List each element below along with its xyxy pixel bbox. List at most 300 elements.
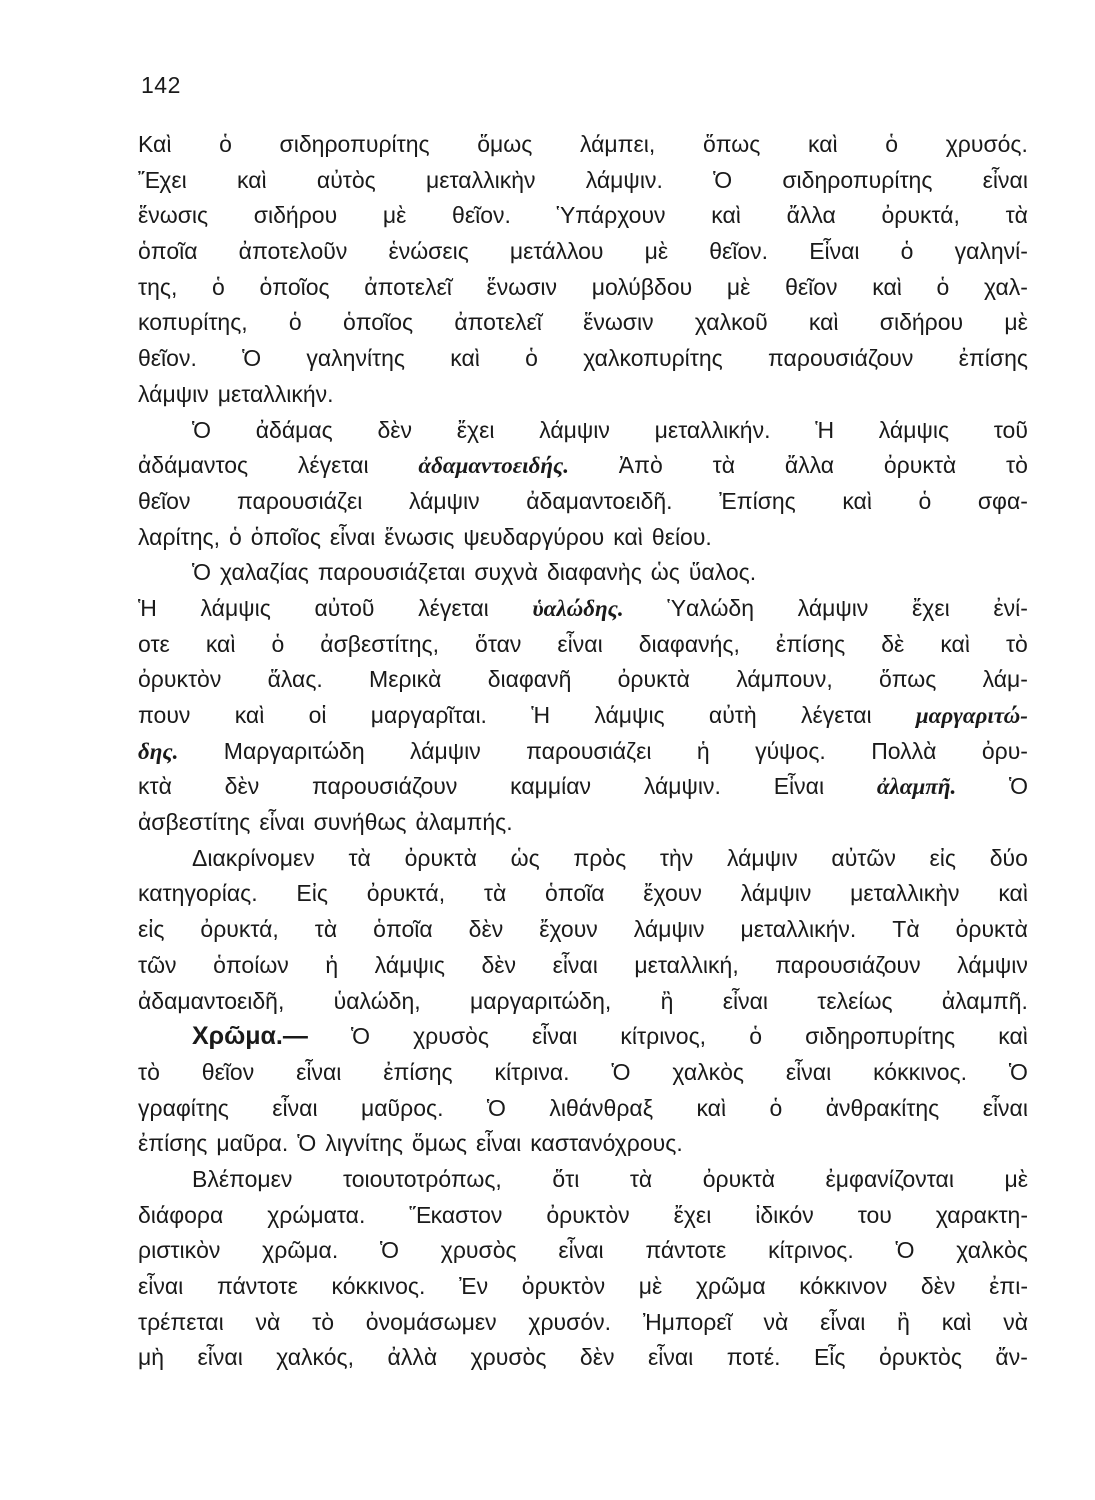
- word: μετάλλου: [509, 238, 604, 265]
- word: παρουσιάζει: [237, 487, 363, 514]
- text-line: [138, 377, 1028, 413]
- word: Ὑπάρχουν: [556, 202, 666, 229]
- word: ὁ: [212, 273, 225, 300]
- word: Ὁ: [192, 416, 212, 443]
- word: λάμψιν: [633, 916, 705, 943]
- word: κίτρινος.: [768, 1237, 854, 1264]
- word: ὀρυκτὸς: [878, 1344, 962, 1371]
- text-line: [138, 984, 1028, 1020]
- text-line: [138, 305, 1028, 341]
- word: εἶναι: [197, 1344, 243, 1371]
- body-text: [138, 127, 1028, 1376]
- word: τὰ: [483, 880, 507, 907]
- word: αὐτοῦ: [314, 594, 375, 621]
- word: εἶναι: [820, 1308, 866, 1335]
- word: ὁ: [271, 630, 285, 657]
- text-line: [138, 198, 1028, 234]
- word: μὲ: [644, 238, 669, 265]
- word: ὀρυκτὰ: [702, 1165, 776, 1192]
- word: εἶναι: [557, 630, 603, 657]
- word: λάμψις: [200, 594, 271, 621]
- word: νὰ: [1003, 1308, 1028, 1335]
- word: καμμίαν: [510, 773, 592, 800]
- word: μαῦρα.: [216, 1130, 289, 1157]
- word: τὰ: [348, 844, 371, 871]
- word: ψευδαργύρου: [463, 523, 605, 550]
- word: κόκκινον: [799, 1273, 888, 1299]
- word: ὑαλώδης.: [532, 595, 624, 621]
- word: διαφανής,: [638, 630, 740, 657]
- word: κόκκινος.: [873, 1058, 967, 1085]
- text-line: [138, 127, 1028, 163]
- word: δὲ: [881, 630, 905, 657]
- word: νὰ: [763, 1308, 789, 1335]
- word: ὀρυκτὰ: [617, 666, 690, 693]
- word: αὐτῶν: [831, 844, 896, 871]
- word: Ἡ: [138, 594, 157, 621]
- word: μὲ: [382, 202, 407, 229]
- word: εἶναι: [982, 1094, 1028, 1121]
- word: σιδηροπυρίτης: [805, 1023, 956, 1050]
- word: εἶναι: [558, 1237, 604, 1264]
- word: θείου.: [651, 523, 712, 550]
- word: ὁ: [885, 131, 899, 157]
- word: ὀνομάσωμεν: [365, 1308, 497, 1335]
- word: ὁποῖα: [373, 916, 433, 943]
- word: ἀδάμαντος: [138, 452, 249, 479]
- word: ὁ: [525, 345, 538, 372]
- word: λάμπει,: [579, 131, 656, 157]
- word: ἀλαμπῆ.: [876, 774, 957, 800]
- text-line: [138, 948, 1028, 984]
- word: ὡς: [650, 559, 680, 586]
- word: ἕνωσιν: [583, 309, 654, 336]
- word: Διακρίνομεν: [192, 844, 315, 871]
- text-line: [138, 662, 1028, 698]
- word: Ὁ: [611, 1058, 631, 1085]
- word: ἐπίσης: [775, 630, 846, 657]
- word: γαληνίτης: [306, 345, 406, 372]
- word: μεταλλικήν.: [654, 416, 771, 443]
- word: ἡ: [696, 737, 710, 764]
- word: συχνὰ: [474, 559, 538, 586]
- word: τὰ: [1005, 202, 1028, 229]
- word: Πολλὰ: [871, 737, 937, 764]
- word: ποτέ.: [726, 1344, 781, 1371]
- word: τὰ: [314, 916, 338, 943]
- word: ἐνί-: [993, 594, 1028, 621]
- word: ὁ: [219, 131, 232, 157]
- word: λιγνίτης: [325, 1130, 403, 1157]
- word: μὲ: [1004, 1165, 1028, 1192]
- word: δὲν: [468, 916, 504, 943]
- word: ἀσβεστίτης,: [320, 630, 440, 657]
- word: μὲ: [638, 1273, 663, 1299]
- text-line: [138, 413, 1028, 449]
- word: λάμψιν: [740, 880, 812, 907]
- word: ὀρυκτὰ: [404, 844, 477, 871]
- word: Βλέπομεν: [192, 1165, 293, 1192]
- word: κτὰ: [138, 773, 172, 800]
- word: ἀποτελοῦν: [238, 238, 348, 265]
- word: ἔχουν: [539, 916, 598, 943]
- word: αὐτὸς: [316, 166, 376, 193]
- word: τελείως: [817, 987, 893, 1014]
- word: Εἷς: [813, 1344, 846, 1371]
- word: ἀλαμπῆ.: [941, 987, 1028, 1014]
- word: του: [857, 1201, 892, 1228]
- word: Εἰς: [296, 880, 328, 907]
- word: ὁ: [749, 1023, 762, 1050]
- word: δὲν: [481, 951, 517, 978]
- word: ἕνωσις: [138, 202, 209, 229]
- word: τοιουτοτρόπως,: [342, 1165, 502, 1192]
- word: Ἡ: [531, 702, 551, 728]
- word: ὁποῖος: [250, 523, 321, 550]
- word: καὶ: [941, 1308, 972, 1335]
- word: εἰς: [929, 844, 956, 871]
- word: πάντοτε: [645, 1237, 727, 1264]
- word: λέγεται: [418, 594, 489, 621]
- word: τὸ: [312, 1308, 334, 1335]
- word: ὀρυκτὸν: [546, 1201, 630, 1228]
- word: μὴ: [138, 1344, 165, 1371]
- word: χαλκὸς: [672, 1058, 745, 1085]
- word: ὁ: [900, 238, 914, 265]
- word: χρῶμα.: [262, 1237, 339, 1264]
- text-line: [138, 805, 1028, 841]
- word: ἐπίσης: [958, 345, 1028, 372]
- word: Μαργαριτώδη: [223, 737, 365, 764]
- word: καστανόχρους.: [530, 1130, 683, 1157]
- word: ἀνθρακίτης: [825, 1094, 940, 1121]
- word: Ὁ: [242, 345, 262, 372]
- text-line: [138, 769, 1028, 805]
- word: Ἡ: [815, 416, 835, 443]
- word: ἄλλα: [786, 202, 836, 229]
- word: ὕαλος.: [688, 559, 757, 586]
- word: διαφανῆ: [487, 666, 572, 693]
- word: ὡς: [510, 844, 540, 871]
- word: ὀρυκτὰ: [955, 916, 1028, 943]
- word: ὁ: [918, 487, 932, 514]
- word: λάμψιν.: [585, 166, 663, 193]
- word: τοῦ: [993, 416, 1028, 443]
- word: χαλκοῦ: [694, 309, 768, 336]
- word: δὲν: [579, 1344, 615, 1371]
- word: μεταλλικήν.: [217, 380, 334, 407]
- word: κόκκινος.: [331, 1273, 426, 1299]
- word: μὲ: [726, 273, 751, 300]
- word: λάμψιν: [410, 737, 481, 764]
- word: ἐπίσης: [383, 1058, 453, 1085]
- word: καὶ: [807, 131, 838, 157]
- word: ὁ: [229, 523, 242, 550]
- word: λάμψιν.: [643, 773, 721, 800]
- word: πρὸς: [573, 844, 627, 871]
- text-line: [138, 1305, 1028, 1341]
- word: θεῖον: [138, 487, 191, 514]
- word: εἶναι: [138, 1273, 184, 1299]
- word: ἕνωσις: [384, 523, 455, 550]
- word: τὸ: [138, 1058, 160, 1085]
- word: ὀρυ-: [981, 737, 1028, 764]
- word: ὀρυκτά,: [200, 916, 279, 943]
- word: μαργαριτώ-: [915, 703, 1028, 728]
- word: αὐτὴ: [708, 702, 757, 728]
- word: χαλκός,: [276, 1344, 355, 1371]
- word: εἶναι: [722, 987, 768, 1014]
- text-line: [138, 1091, 1028, 1127]
- word: καὶ: [450, 345, 480, 372]
- word: καὶ: [872, 273, 902, 300]
- word: παρουσιάζουν: [775, 951, 921, 978]
- word: χρυσὸς: [470, 1344, 547, 1371]
- text-line: [138, 555, 1028, 591]
- word: λαρίτης,: [138, 523, 220, 550]
- word: Εἶναι: [809, 238, 860, 265]
- text-line: [138, 1162, 1028, 1198]
- word: ἀδαμαντοειδής.: [418, 453, 569, 479]
- word: ὅμως: [477, 131, 533, 157]
- word: ἔχει: [673, 1201, 712, 1228]
- word: Ἔχει: [138, 166, 187, 193]
- word: διαφανὴς: [546, 559, 642, 586]
- word: λάμ-: [982, 666, 1028, 693]
- word: ἔχει: [456, 416, 495, 443]
- text-line: [138, 627, 1028, 663]
- word: καὶ: [237, 166, 267, 193]
- word: ὀρυκτὸν: [521, 1273, 606, 1299]
- word: χρυσός.: [945, 131, 1028, 157]
- word: χαλαζίας: [220, 559, 309, 586]
- text-line: [138, 876, 1028, 912]
- word: Ὁ: [895, 1237, 915, 1264]
- word: ἐπι-: [989, 1273, 1028, 1299]
- word: κίτρινα.: [494, 1058, 570, 1085]
- text-line: [138, 734, 1028, 770]
- word: Χρῶμα.—: [192, 1022, 308, 1051]
- word: λάμψις: [594, 702, 665, 728]
- word: εἶναι: [259, 809, 305, 836]
- word: εἶναι: [329, 523, 376, 550]
- word: θεῖον.: [138, 345, 197, 372]
- word: εἶναι: [296, 1058, 342, 1085]
- word: γραφίτης: [138, 1094, 229, 1121]
- word: σιδηροπυρίτης: [279, 131, 430, 157]
- text-line: [138, 912, 1028, 948]
- word: διάφορα: [138, 1201, 224, 1228]
- word: λάμψις: [374, 951, 445, 978]
- text-line: [138, 484, 1028, 520]
- word: τὴν: [659, 844, 694, 871]
- word: γύψος.: [755, 737, 826, 764]
- word: ἀδαμαντοειδῆ.: [526, 487, 673, 514]
- word: δὲν: [920, 1273, 956, 1299]
- word: παρουσιάζουν: [311, 773, 458, 800]
- word: καὶ: [234, 702, 265, 728]
- word: παρουσιάζει: [526, 737, 652, 764]
- word: μεταλλικὴν: [850, 880, 960, 907]
- text-line: [138, 520, 1028, 556]
- text-line: [138, 234, 1028, 270]
- word: λέγεται: [297, 452, 369, 479]
- word: λάμψιν: [539, 416, 610, 443]
- word: μὲ: [1004, 309, 1028, 336]
- word: χαρακτη-: [935, 1201, 1028, 1228]
- word: σιδηροπυρίτης: [782, 166, 933, 193]
- word: παρουσιάζεται: [317, 559, 466, 586]
- text-line: [138, 341, 1028, 377]
- word: καὶ: [940, 630, 970, 657]
- word: εἶναι: [647, 1344, 694, 1371]
- word: δὲν: [224, 773, 260, 800]
- word: ὀρυκτὸν: [138, 666, 222, 693]
- word: ὑαλώδη,: [333, 987, 421, 1014]
- word: ἀδάμας: [255, 416, 333, 443]
- text-line: [138, 163, 1028, 199]
- word: ὁ: [288, 309, 302, 336]
- word: καὶ: [696, 1094, 727, 1121]
- word: μεταλλικήν.: [740, 916, 857, 943]
- word: Εἶναι: [773, 773, 825, 800]
- word: μολύβδου: [591, 273, 693, 300]
- word: θεῖον.: [452, 202, 511, 229]
- word: ὁποῖος: [259, 273, 330, 300]
- word: χαλκὸς: [956, 1237, 1028, 1264]
- word: εἶναι: [982, 166, 1028, 193]
- text-line: [138, 1126, 1028, 1162]
- word: Μερικὰ: [369, 666, 442, 693]
- word: ἐμφανίζονται: [825, 1165, 954, 1192]
- word: ἄλλα: [784, 452, 835, 479]
- word: λέγεται: [800, 702, 872, 728]
- word: Ἐπίσης: [719, 487, 796, 514]
- word: μαῦρος.: [361, 1094, 444, 1121]
- word: ὅπως: [878, 666, 937, 693]
- word: Ὁ: [297, 1130, 317, 1157]
- word: ὅταν: [475, 630, 522, 657]
- text-line: [138, 1055, 1028, 1091]
- word: θεῖον.: [709, 238, 769, 265]
- word: χρυσὸς: [413, 1023, 489, 1050]
- word: ἄν-: [995, 1344, 1028, 1371]
- word: τὸ: [1006, 452, 1028, 479]
- word: πουν: [138, 702, 191, 728]
- word: Καὶ: [138, 131, 172, 157]
- text-line: [138, 591, 1028, 627]
- word: λάμψιν: [726, 844, 798, 871]
- word: τὰ: [712, 452, 736, 479]
- text-line: [138, 841, 1028, 877]
- word: Ἀπὸ: [618, 452, 663, 479]
- text-line: [138, 1340, 1028, 1376]
- word: χρυσὸς: [440, 1237, 517, 1264]
- word: ἔχει: [912, 594, 950, 621]
- word: τρέπεται: [138, 1308, 224, 1335]
- word: ἔχουν: [643, 880, 702, 907]
- word: ἀλαμπής.: [415, 809, 513, 836]
- word: παρουσιάζουν: [768, 345, 914, 372]
- word: νὰ: [255, 1308, 281, 1335]
- word: ὅτι: [552, 1165, 580, 1192]
- word: συνήθως: [313, 809, 407, 836]
- word: ὁποῖος: [342, 309, 414, 336]
- word: οτε: [138, 630, 170, 657]
- word: ὁποίων: [213, 951, 289, 978]
- word: Ὑαλώδη: [667, 594, 755, 621]
- word: Ὁ: [379, 1237, 399, 1264]
- word: δης.: [138, 738, 179, 764]
- word: χρῶμα: [695, 1273, 766, 1299]
- word: λάμψιν: [797, 594, 869, 621]
- word: σφα-: [977, 487, 1028, 514]
- word: σιδήρου: [253, 202, 338, 229]
- word: χαλ-: [984, 273, 1028, 300]
- word: λιθάνθραξ: [549, 1094, 654, 1121]
- word: λάμπουν,: [736, 666, 833, 693]
- word: εἶναι: [785, 1058, 832, 1085]
- word: Ὁ: [1008, 1058, 1028, 1085]
- word: Ἐν: [459, 1273, 489, 1299]
- text-line: [138, 1198, 1028, 1234]
- word: μεταλλική,: [634, 951, 739, 978]
- word: λάμψιν: [408, 487, 480, 514]
- word: εἰς: [138, 916, 165, 943]
- page-number: 142: [141, 72, 181, 98]
- word: ὁποῖα: [138, 238, 198, 265]
- word: χρώματα.: [267, 1201, 366, 1228]
- word: καὶ: [711, 202, 741, 229]
- word: πάντοτε: [216, 1273, 298, 1299]
- word: ὀρυκτὰ: [883, 452, 957, 479]
- word: μαργαριτώδη,: [469, 987, 612, 1014]
- word: ὁ: [769, 1094, 783, 1121]
- word: κοπυρίτης,: [138, 309, 248, 336]
- word: ἢ: [660, 987, 674, 1014]
- word: Ὁ: [713, 166, 733, 193]
- word: Ὁ: [1008, 773, 1028, 800]
- word: κίτρινος,: [620, 1023, 707, 1050]
- word: εἶναι: [272, 1094, 318, 1121]
- word: ὀρυκτά,: [366, 880, 446, 907]
- word: δὲν: [377, 416, 413, 443]
- word: χρυσόν.: [528, 1308, 612, 1335]
- word: ἀλλὰ: [387, 1344, 438, 1371]
- word: ἅλας.: [267, 666, 323, 693]
- word: εἶναι: [552, 951, 598, 978]
- word: ἰδικόν: [755, 1201, 814, 1228]
- text-line: [138, 1269, 1028, 1305]
- word: γαληνί-: [954, 238, 1028, 265]
- word: καὶ: [613, 523, 643, 550]
- word: ὅπως: [702, 131, 761, 157]
- word: Ὁ: [192, 559, 212, 586]
- word: ἀποτελεῖ: [454, 309, 542, 336]
- word: ὅμως: [411, 1130, 468, 1157]
- text-line: [138, 448, 1028, 484]
- word: μεταλλικὴν: [426, 166, 536, 193]
- word: ἐπίσης: [138, 1130, 208, 1157]
- word: λάμψιν: [138, 380, 209, 407]
- word: ἀσβεστίτης: [138, 809, 251, 836]
- word: ὁποῖα: [545, 880, 605, 907]
- word: κατηγορίας.: [138, 880, 258, 907]
- word: εἶναι: [476, 1130, 522, 1157]
- word: Ὁ: [486, 1094, 506, 1121]
- word: καὶ: [808, 309, 839, 336]
- word: τὰ: [629, 1165, 653, 1192]
